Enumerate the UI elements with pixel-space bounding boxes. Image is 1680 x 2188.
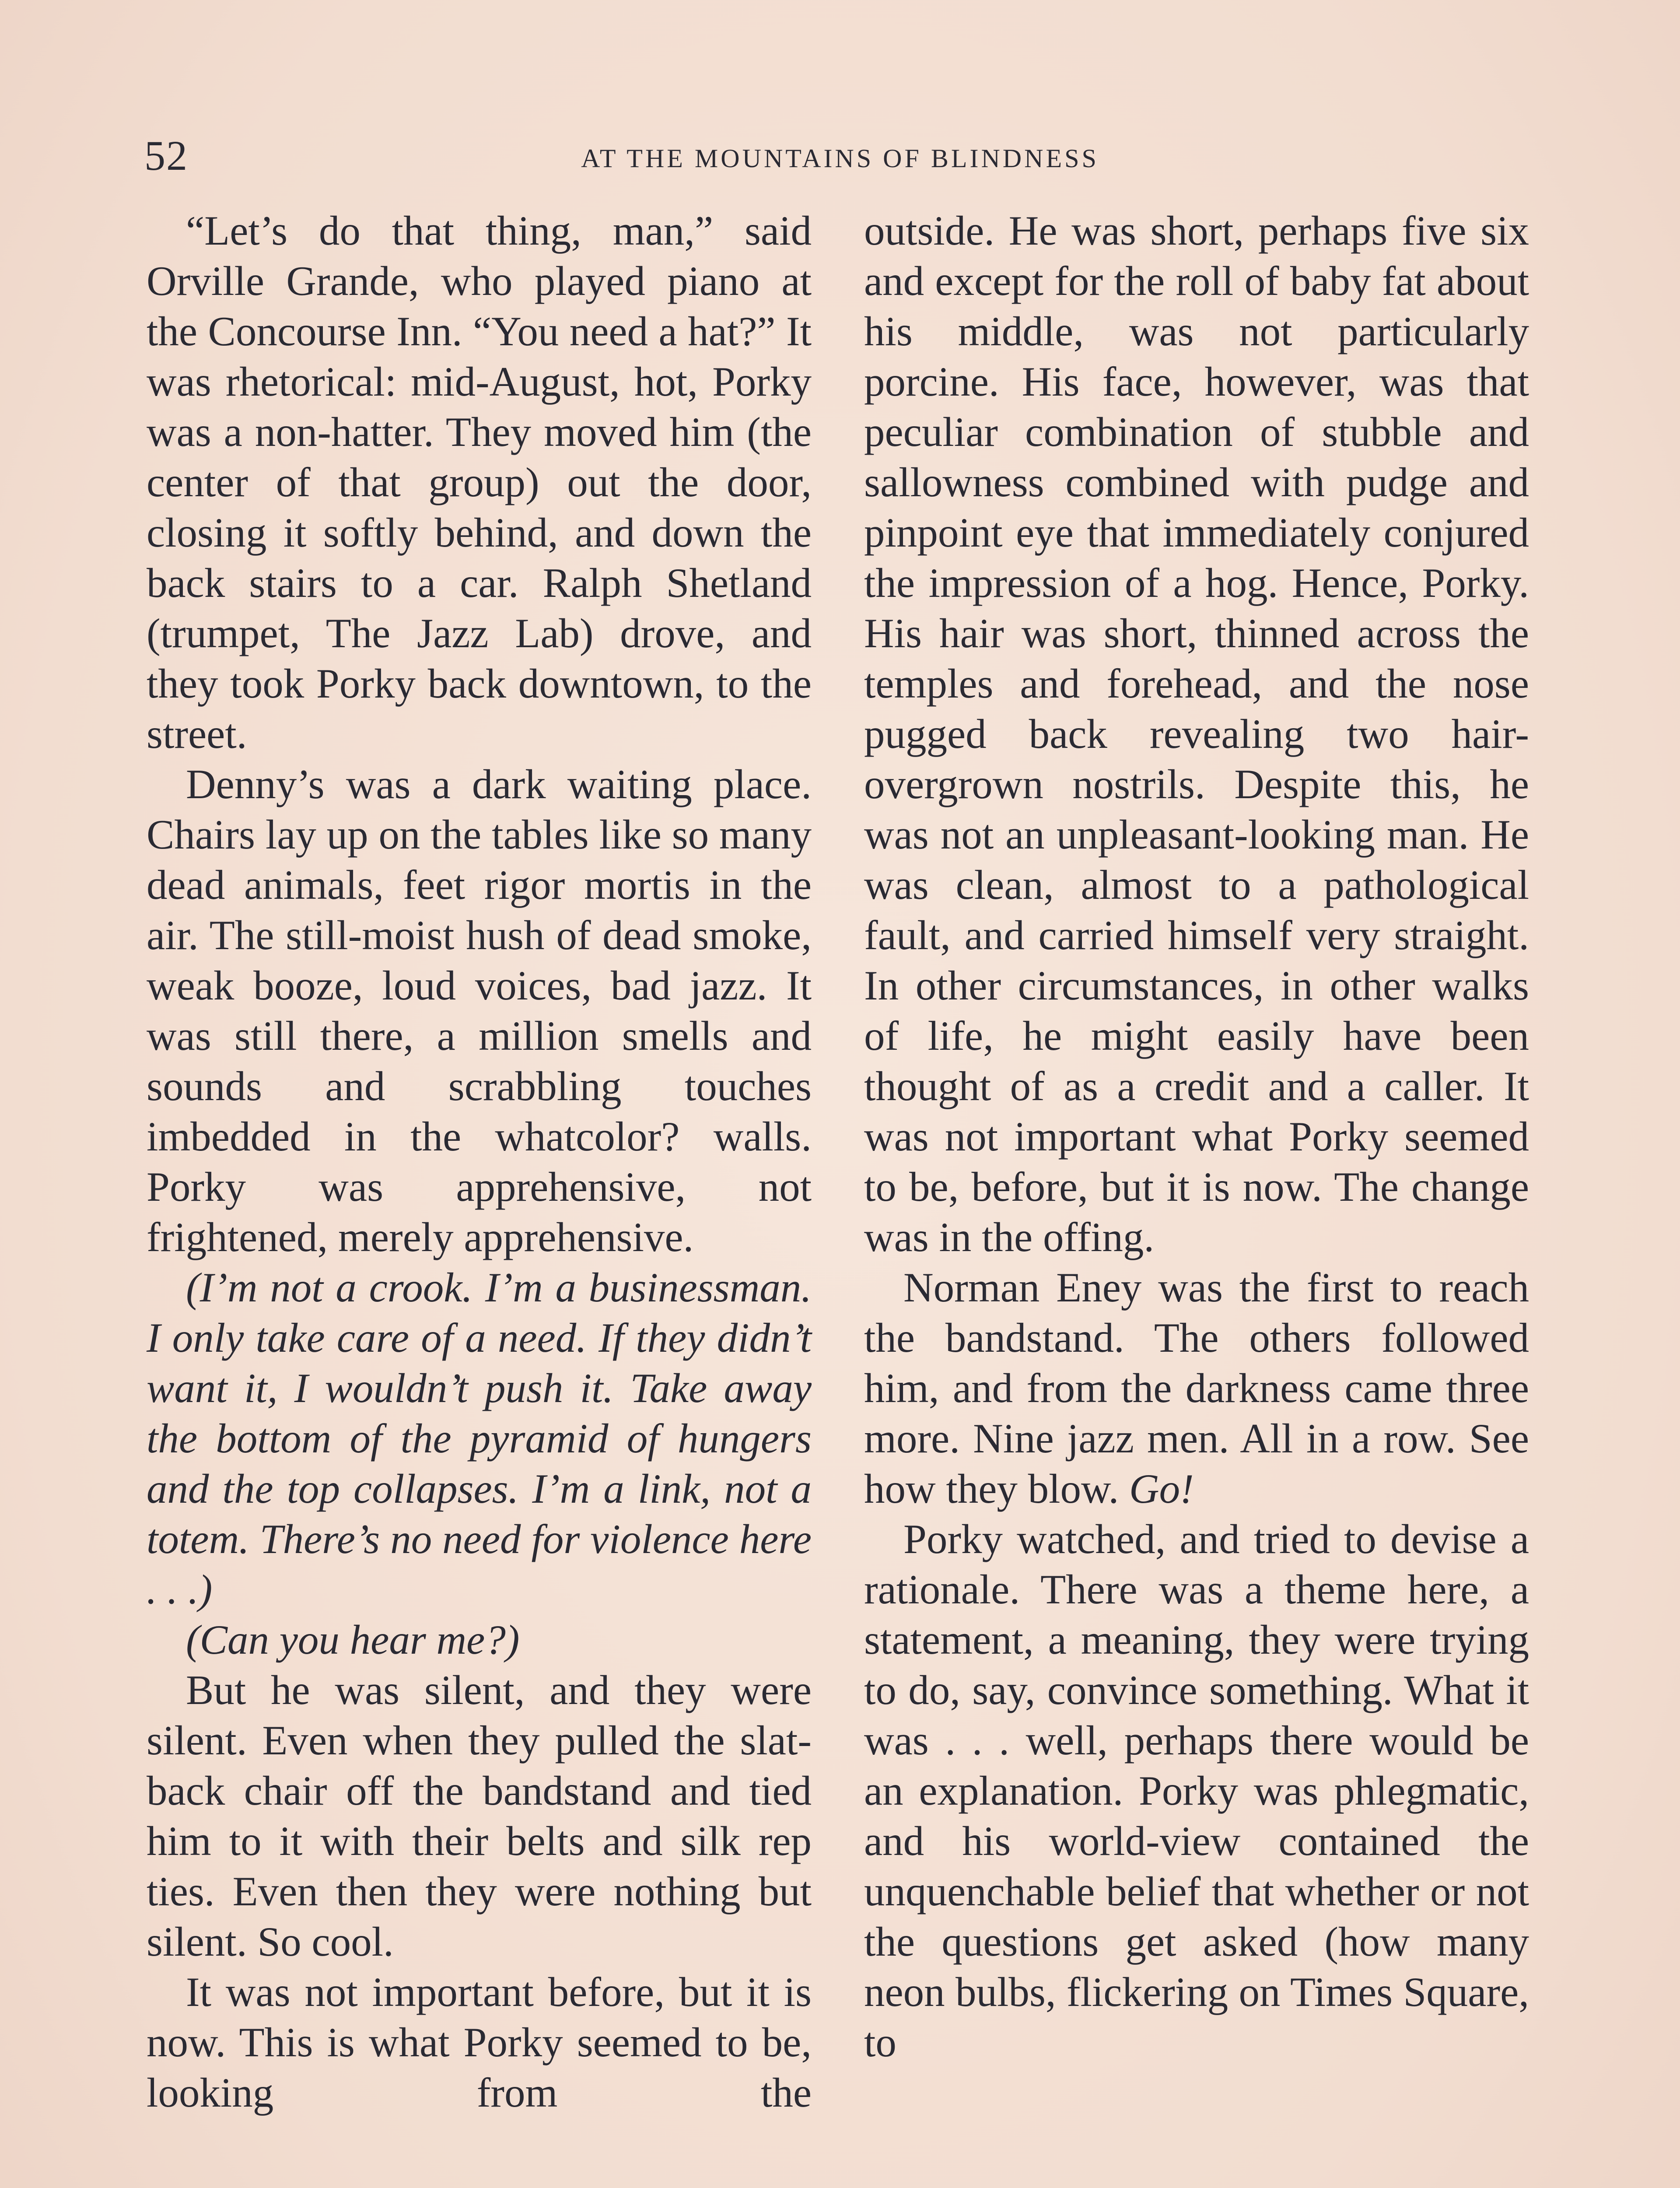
page-header	[144, 131, 1536, 179]
paragraph: outside. He was short, perhaps five six and except for the roll of baby fat about his middle, was not particularly porcine. His face, however, was that peculiar combination of stubble and sallowness combined with pudge and pinpoint eye that immediately conjured the impression of a hog. Hence, Porky. His hair was short, thinned across the temples and forehead, and the nose pugged back revealing two hair-overgrown nostrils. Despite this, he was not an unpleasant-looking man. He was clean, almost to a pathological fault, and carried himself very straight. In other circumstances, in other walks of life, he might easily have been thought of as a credit and a caller. It was not important what Porky seemed to be, before, but it is now. The change was in the offing.	[864, 207, 1529, 1260]
paragraph: But he was silent, and they were silent. Even when they pulled the slat-back chair off the bandstand and tied him to it with their belts and silk rep ties. Even then they were nothing but silent. So cool.	[147, 1667, 812, 1965]
paragraph: Denny’s was a dark waiting place. Chairs lay up on the tables like so many dead animals, feet rigor mortis in the air. The still-moist hush of dead smoke, weak booze, loud voices, bad jazz. It was still there, a million smells and sounds and scrabbling touches imbedded in the whatcolor? walls. Porky was apprehensive, not frightened, merely apprehensive.	[147, 761, 812, 1260]
italic-paragraph: (Can you hear me?)	[186, 1616, 520, 1663]
paragraph	[864, 1262, 1529, 1514]
page-number: 52	[144, 132, 188, 179]
paragraph: It was not important before, but it is now. This is what Porky seemed to be, looking from the	[147, 1969, 812, 2116]
running-head: AT THE MOUNTAINS OF BLINDNESS	[581, 144, 1099, 173]
italic-text: Go!	[1129, 1466, 1194, 1512]
paragraph: Porky watched, and tried to devise a rationale. There was a theme here, a statement, a meaning, they were trying to do, say, convince something. What it was . . . well, perhaps there would be an explanation. Porky was phlegmatic, and his world-view contained the unquenchable belief that whether or not the questions get asked (how many neon bulbs, flickering on Times Square, to	[864, 1516, 1529, 2065]
italic-paragraph: (I’m not a crook. I’m a businessman. I only take care of a need. If they didn’t want it, I wouldn’t push it. Take away the bottom of the pyramid of hungers and the top collapses. I’m a link, not a totem. There’s no need for violence here . . .)	[147, 1264, 812, 1613]
paragraph: “Let’s do that thing, man,” said Orville Grande, who played piano at the Concourse Inn. “You need a hat?” It was rhetorical: mid-August, hot, Porky was a non-hatter. They moved him (the center of that group) out the door, closing it softly behind, and down the back stairs to a car. Ralph Shetland (trumpet, The Jazz Lab) drove, and they took Porky back downtown, to the street.	[147, 207, 812, 757]
paragraph-text: Norman Eney was the first to reach the bandstand. The others followed him, and from the darkness came three more. Nine jazz men. All in a row. See how they blow.	[864, 1264, 1529, 1512]
right-column	[864, 206, 1529, 2068]
left-column	[147, 206, 812, 2118]
